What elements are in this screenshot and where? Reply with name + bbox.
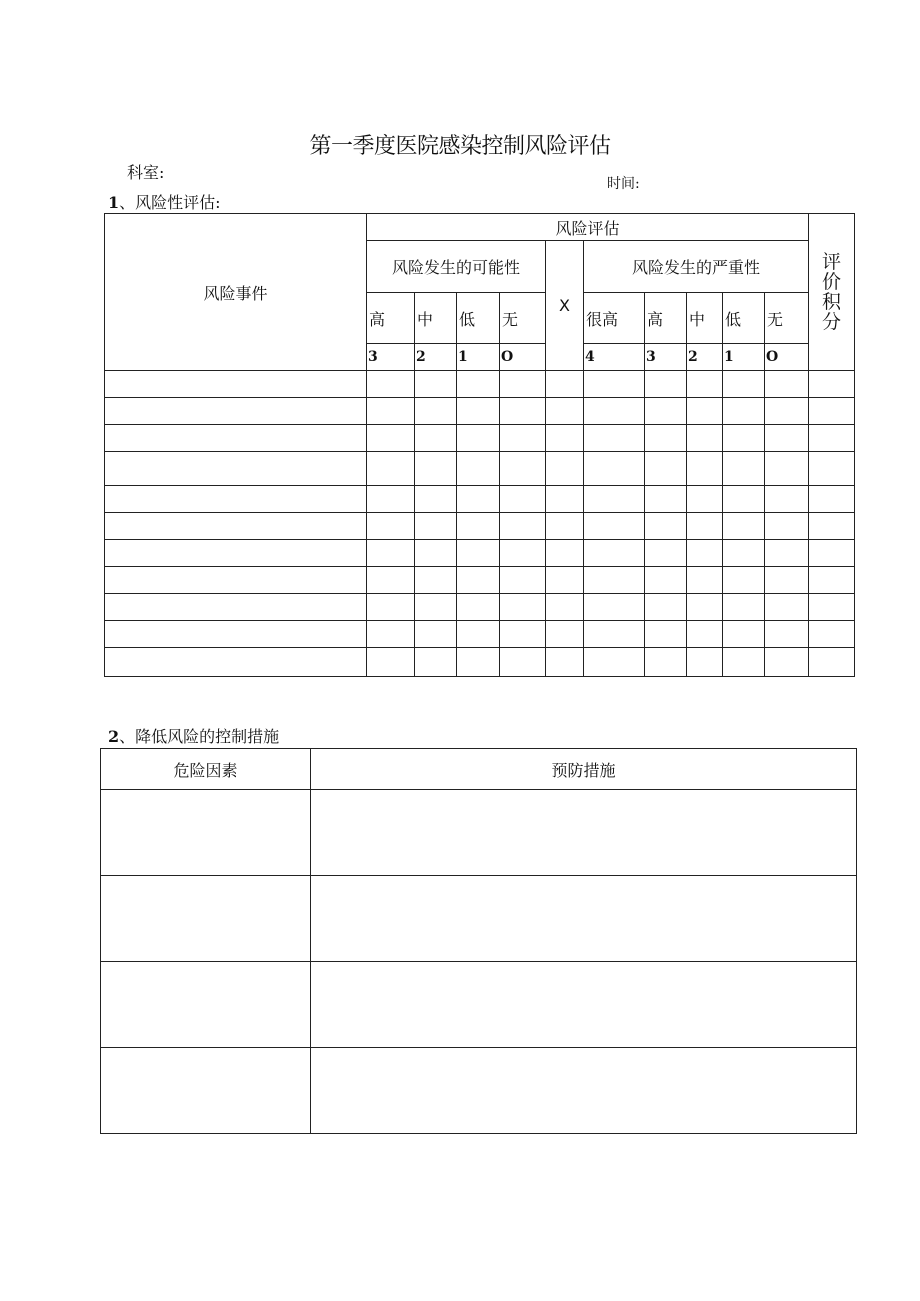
risk-cell[interactable] bbox=[415, 452, 457, 486]
hazard-factor-header: 危险因素 bbox=[101, 749, 311, 790]
risk-cell[interactable] bbox=[765, 594, 809, 621]
likelihood-level-value: O bbox=[500, 344, 546, 371]
risk-cell[interactable] bbox=[105, 567, 367, 594]
risk-cell[interactable] bbox=[546, 567, 584, 594]
risk-cell[interactable] bbox=[584, 567, 645, 594]
risk-cell[interactable] bbox=[105, 398, 367, 425]
risk-cell[interactable] bbox=[415, 513, 457, 540]
control-row bbox=[101, 962, 857, 1048]
risk-cell[interactable] bbox=[457, 540, 500, 567]
risk-cell[interactable] bbox=[457, 486, 500, 513]
risk-cell[interactable] bbox=[723, 425, 765, 452]
risk-cell[interactable] bbox=[457, 371, 500, 398]
risk-row bbox=[105, 486, 855, 513]
risk-cell[interactable] bbox=[687, 567, 723, 594]
multiply-sign: X bbox=[546, 241, 584, 371]
risk-cell[interactable] bbox=[500, 398, 546, 425]
risk-assessment-header: 风险评估 bbox=[367, 214, 809, 241]
severity-level-label: 高 bbox=[645, 293, 687, 344]
risk-cell[interactable] bbox=[500, 486, 546, 513]
section2-heading bbox=[108, 724, 279, 747]
risk-row bbox=[105, 398, 855, 425]
risk-cell[interactable] bbox=[367, 621, 415, 648]
risk-cell[interactable] bbox=[809, 594, 855, 621]
likelihood-level-value: 2 bbox=[415, 344, 457, 371]
risk-cell[interactable] bbox=[809, 425, 855, 452]
section1-title: 、风险性评估: bbox=[119, 193, 221, 212]
risk-cell[interactable] bbox=[546, 425, 584, 452]
risk-cell[interactable] bbox=[415, 567, 457, 594]
risk-cell[interactable] bbox=[105, 594, 367, 621]
control-row bbox=[101, 1048, 857, 1134]
risk-cell[interactable] bbox=[765, 621, 809, 648]
risk-cell[interactable] bbox=[687, 452, 723, 486]
risk-cell[interactable] bbox=[500, 425, 546, 452]
risk-cell[interactable] bbox=[500, 621, 546, 648]
risk-cell[interactable] bbox=[105, 540, 367, 567]
control-row bbox=[101, 790, 857, 876]
risk-cell[interactable] bbox=[687, 425, 723, 452]
risk-cell[interactable] bbox=[584, 486, 645, 513]
risk-cell[interactable] bbox=[105, 648, 367, 677]
risk-row bbox=[105, 371, 855, 398]
risk-cell[interactable] bbox=[105, 371, 367, 398]
risk-cell[interactable] bbox=[584, 513, 645, 540]
prevention-cell[interactable] bbox=[311, 790, 857, 876]
prevention-cell[interactable] bbox=[311, 876, 857, 962]
risk-cell[interactable] bbox=[415, 425, 457, 452]
section1-heading bbox=[108, 190, 221, 213]
risk-cell[interactable] bbox=[809, 648, 855, 677]
risk-event-header: 风险事件 bbox=[105, 214, 367, 371]
hazard-cell[interactable] bbox=[101, 790, 311, 876]
prevention-cell[interactable] bbox=[311, 962, 857, 1048]
risk-cell[interactable] bbox=[415, 540, 457, 567]
risk-cell[interactable] bbox=[687, 371, 723, 398]
risk-cell[interactable] bbox=[367, 540, 415, 567]
risk-cell[interactable] bbox=[765, 425, 809, 452]
risk-cell[interactable] bbox=[546, 452, 584, 486]
risk-cell[interactable] bbox=[546, 648, 584, 677]
risk-cell[interactable] bbox=[809, 371, 855, 398]
likelihood-level-value: 3 bbox=[367, 344, 415, 371]
risk-cell[interactable] bbox=[765, 371, 809, 398]
prevention-cell[interactable] bbox=[311, 1048, 857, 1134]
severity-level-label: 中 bbox=[687, 293, 723, 344]
risk-cell[interactable] bbox=[765, 567, 809, 594]
risk-cell[interactable] bbox=[584, 425, 645, 452]
risk-cell[interactable] bbox=[687, 594, 723, 621]
risk-cell[interactable] bbox=[687, 648, 723, 677]
risk-cell[interactable] bbox=[457, 594, 500, 621]
risk-cell[interactable] bbox=[809, 567, 855, 594]
risk-cell[interactable] bbox=[645, 452, 687, 486]
document-title: 第一季度医院感染控制风险评估 bbox=[309, 134, 611, 159]
risk-cell[interactable] bbox=[584, 371, 645, 398]
risk-cell[interactable] bbox=[765, 513, 809, 540]
severity-level-label: 很高 bbox=[584, 293, 645, 344]
risk-cell[interactable] bbox=[457, 398, 500, 425]
risk-cell[interactable] bbox=[723, 567, 765, 594]
severity-level-label: 低 bbox=[723, 293, 765, 344]
risk-cell[interactable] bbox=[645, 567, 687, 594]
risk-cell[interactable] bbox=[645, 425, 687, 452]
risk-cell[interactable] bbox=[645, 621, 687, 648]
risk-row bbox=[105, 540, 855, 567]
likelihood-level-label: 低 bbox=[457, 293, 500, 344]
risk-cell[interactable] bbox=[367, 452, 415, 486]
risk-cell[interactable] bbox=[367, 594, 415, 621]
risk-cell[interactable] bbox=[367, 398, 415, 425]
risk-cell[interactable] bbox=[546, 398, 584, 425]
score-header: 评 价 积 分 bbox=[809, 214, 855, 371]
risk-cell[interactable] bbox=[723, 452, 765, 486]
risk-row bbox=[105, 567, 855, 594]
likelihood-level-label: 无 bbox=[500, 293, 546, 344]
risk-cell[interactable] bbox=[809, 621, 855, 648]
risk-cell[interactable] bbox=[584, 540, 645, 567]
risk-cell[interactable] bbox=[105, 425, 367, 452]
risk-row bbox=[105, 621, 855, 648]
control-row bbox=[101, 876, 857, 962]
risk-cell[interactable] bbox=[723, 540, 765, 567]
severity-level-value: 4 bbox=[584, 344, 645, 371]
risk-cell[interactable] bbox=[546, 621, 584, 648]
risk-cell[interactable] bbox=[645, 486, 687, 513]
risk-cell[interactable] bbox=[687, 486, 723, 513]
likelihood-level-label: 高 bbox=[367, 293, 415, 344]
risk-cell[interactable] bbox=[765, 648, 809, 677]
risk-cell[interactable] bbox=[457, 621, 500, 648]
risk-cell[interactable] bbox=[809, 486, 855, 513]
risk-cell[interactable] bbox=[415, 621, 457, 648]
risk-cell[interactable] bbox=[546, 486, 584, 513]
prevention-header: 预防措施 bbox=[311, 749, 857, 790]
likelihood-level-label: 中 bbox=[415, 293, 457, 344]
hazard-cell[interactable] bbox=[101, 876, 311, 962]
risk-cell[interactable] bbox=[500, 648, 546, 677]
risk-cell[interactable] bbox=[809, 540, 855, 567]
risk-cell[interactable] bbox=[645, 398, 687, 425]
risk-cell[interactable] bbox=[500, 452, 546, 486]
department-label: 科室: bbox=[127, 163, 165, 182]
risk-cell[interactable] bbox=[500, 540, 546, 567]
risk-assessment-table bbox=[104, 213, 855, 677]
likelihood-level-value: 1 bbox=[457, 344, 500, 371]
risk-cell[interactable] bbox=[367, 648, 415, 677]
risk-cell[interactable] bbox=[809, 398, 855, 425]
risk-cell[interactable] bbox=[809, 452, 855, 486]
risk-cell[interactable] bbox=[457, 648, 500, 677]
risk-cell[interactable] bbox=[367, 567, 415, 594]
risk-cell[interactable] bbox=[546, 513, 584, 540]
section2-number: 2 bbox=[108, 727, 120, 746]
risk-cell[interactable] bbox=[546, 371, 584, 398]
risk-cell[interactable] bbox=[415, 371, 457, 398]
risk-cell[interactable] bbox=[584, 594, 645, 621]
severity-level-value: 2 bbox=[687, 344, 723, 371]
risk-cell[interactable] bbox=[367, 486, 415, 513]
risk-cell[interactable] bbox=[105, 486, 367, 513]
risk-cell[interactable] bbox=[584, 452, 645, 486]
risk-cell[interactable] bbox=[457, 513, 500, 540]
risk-cell[interactable] bbox=[457, 452, 500, 486]
risk-cell[interactable] bbox=[105, 452, 367, 486]
risk-cell[interactable] bbox=[584, 621, 645, 648]
control-measures-table bbox=[100, 748, 857, 1134]
risk-cell[interactable] bbox=[415, 486, 457, 513]
risk-cell[interactable] bbox=[105, 513, 367, 540]
risk-cell[interactable] bbox=[500, 513, 546, 540]
hazard-cell[interactable] bbox=[101, 1048, 311, 1134]
risk-cell[interactable] bbox=[105, 621, 367, 648]
risk-row bbox=[105, 425, 855, 452]
risk-cell[interactable] bbox=[457, 567, 500, 594]
risk-cell[interactable] bbox=[500, 567, 546, 594]
risk-cell[interactable] bbox=[723, 486, 765, 513]
risk-cell[interactable] bbox=[546, 540, 584, 567]
risk-cell[interactable] bbox=[765, 398, 809, 425]
hazard-cell[interactable] bbox=[101, 962, 311, 1048]
risk-cell[interactable] bbox=[687, 398, 723, 425]
risk-cell[interactable] bbox=[645, 513, 687, 540]
risk-cell[interactable] bbox=[687, 621, 723, 648]
risk-cell[interactable] bbox=[765, 452, 809, 486]
risk-cell[interactable] bbox=[723, 648, 765, 677]
risk-cell[interactable] bbox=[415, 594, 457, 621]
risk-cell[interactable] bbox=[645, 540, 687, 567]
risk-cell[interactable] bbox=[367, 513, 415, 540]
severity-level-value: 3 bbox=[645, 344, 687, 371]
risk-cell[interactable] bbox=[723, 513, 765, 540]
risk-cell[interactable] bbox=[415, 648, 457, 677]
risk-cell[interactable] bbox=[415, 398, 457, 425]
severity-level-value: O bbox=[765, 344, 809, 371]
section2-title: 、降低风险的控制措施 bbox=[119, 727, 280, 746]
risk-cell[interactable] bbox=[645, 594, 687, 621]
risk-cell[interactable] bbox=[546, 594, 584, 621]
risk-cell[interactable] bbox=[367, 371, 415, 398]
risk-row bbox=[105, 452, 855, 486]
risk-row bbox=[105, 648, 855, 677]
risk-cell[interactable] bbox=[645, 371, 687, 398]
severity-level-value: 1 bbox=[723, 344, 765, 371]
risk-cell[interactable] bbox=[645, 648, 687, 677]
likelihood-header: 风险发生的可能性 bbox=[367, 241, 546, 293]
risk-cell[interactable] bbox=[723, 371, 765, 398]
risk-cell[interactable] bbox=[584, 398, 645, 425]
severity-level-label: 无 bbox=[765, 293, 809, 344]
time-label: 时间: bbox=[607, 176, 640, 192]
section1-number: 1 bbox=[108, 193, 120, 212]
risk-cell[interactable] bbox=[500, 371, 546, 398]
risk-cell[interactable] bbox=[723, 398, 765, 425]
risk-cell[interactable] bbox=[687, 513, 723, 540]
risk-cell[interactable] bbox=[723, 621, 765, 648]
risk-row bbox=[105, 513, 855, 540]
risk-cell[interactable] bbox=[765, 540, 809, 567]
risk-cell[interactable] bbox=[723, 594, 765, 621]
risk-row bbox=[105, 594, 855, 621]
risk-cell[interactable] bbox=[584, 648, 645, 677]
risk-cell[interactable] bbox=[457, 425, 500, 452]
severity-header: 风险发生的严重性 bbox=[584, 241, 809, 293]
risk-cell[interactable] bbox=[500, 594, 546, 621]
risk-cell[interactable] bbox=[809, 513, 855, 540]
risk-cell[interactable] bbox=[765, 486, 809, 513]
risk-cell[interactable] bbox=[687, 540, 723, 567]
risk-cell[interactable] bbox=[367, 425, 415, 452]
